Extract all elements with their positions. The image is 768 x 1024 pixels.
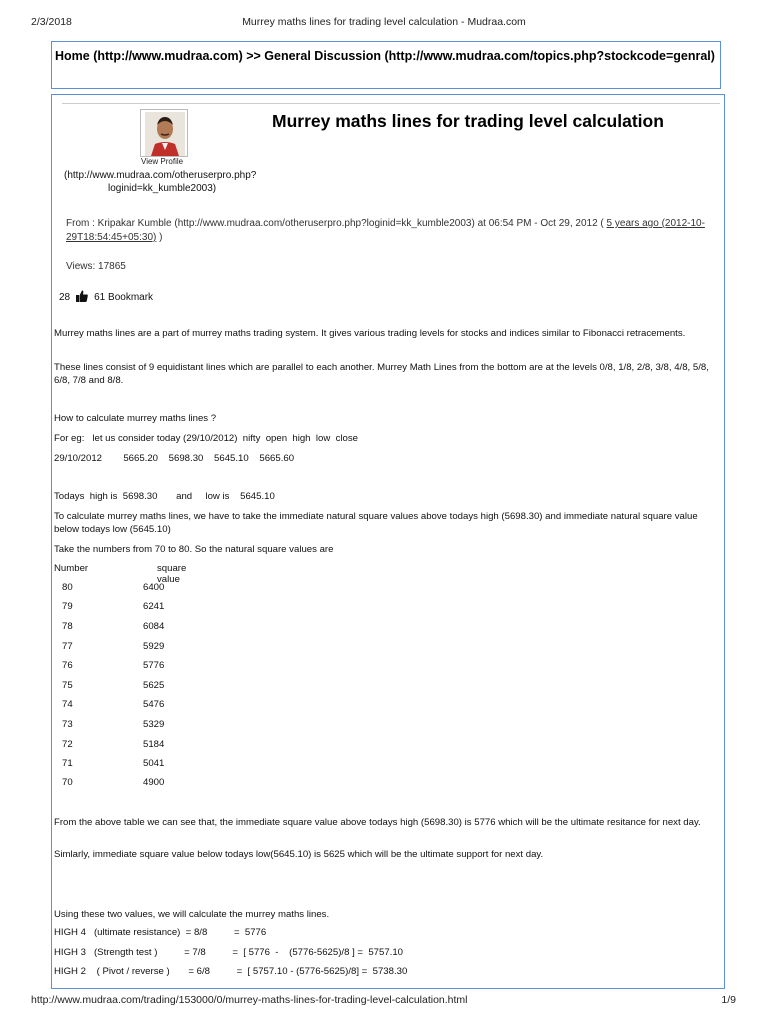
profile-url[interactable] [64,169,274,195]
level-high3: HIGH 3 (Strength test ) = 7/8 = [ 5776 - (5776-5625)/8 ] = 5757.10 [54,947,404,958]
table-cell: 5476 [143,699,165,710]
table-cell: 73 [62,719,73,730]
print-page-number: 1/9 [721,994,736,1006]
likes-count: 28 [59,292,71,303]
post-time-ago: 5 years ago (2012-10-29T18:54:45+05:30) [66,218,705,243]
table-cell: 75 [62,680,73,691]
table-cell: 5929 [143,641,165,652]
table-cell: 5041 [143,758,165,769]
table-cell: 79 [62,601,73,612]
bookmark-count[interactable]: 61 Bookmark [94,292,154,303]
table-cell: 76 [62,660,73,671]
table-cell: 6400 [143,582,165,593]
profile-url-line2: loginid=kk_kumble2003) [108,183,217,194]
paragraph-calc: To calculate murrey maths lines, we have to take the immediate natural square values above todays high (5698.30) and immediate natural square value below todays low (5645.10) [54,511,698,535]
table-cell: 71 [62,758,73,769]
table-cell: 5625 [143,680,165,691]
level-high2: HIGH 2 ( Pivot / reverse ) = 6/8 = [ 5757.10 - (5776-5625)/8] = 5738.30 [54,966,408,977]
print-url: http://www.mudraa.com/trading/153000/0/murrey-maths-lines-for-trading-level-calculation.html [31,994,468,1006]
table-cell: 70 [62,777,73,788]
view-profile-link[interactable]: View Profile [141,157,184,166]
take-numbers: Take the numbers from 70 to 80. So the natural square values are [54,544,334,555]
table-cell: 78 [62,621,73,632]
post-container [51,94,725,989]
table-cell: 6084 [143,621,165,632]
profile-url-line1: (http://www.mudraa.com/otheruserpro.php? [64,170,257,181]
paragraph-support: Simlarly, immediate square value below todays low(5645.10) is 5625 which will be the ultimate support for next day. [54,849,544,860]
author-line-close: ) [156,232,163,243]
table-cell: 74 [62,699,73,710]
level-high4: HIGH 4 (ultimate resistance) = 8/8 = 5776 [54,927,267,938]
todays-high-low: Todays high is 5698.30 and low is 5645.10 [54,491,275,502]
example-data-row: 29/10/2012 5665.20 5698.30 5645.10 5665.60 [54,453,295,464]
paragraph-levels: These lines consist of 9 equidistant lines which are parallel to each another. Murrey Math Lines from the bottom are at the levels 0/8, 1/8, 2/8, 3/8, 4/8, 5/8, 6/8, 7/8 and 8/8. [54,362,709,386]
table-header-square: square value [157,563,187,585]
table-cell: 6241 [143,601,165,612]
likes-bar [59,290,153,305]
how-to-heading: How to calculate murrey maths lines ? [54,413,217,424]
paragraph-intro: Murrey maths lines are a part of murrey maths trading system. It gives various trading levels for stocks and indices similar to Fibonacci retracements. [54,328,686,339]
post-author-meta [66,217,716,245]
table-header-number: Number [54,563,89,574]
print-page-title: Murrey maths lines for trading level calculation - Mudraa.com [242,16,526,28]
thumbs-up-icon[interactable] [76,290,88,305]
table-cell: 72 [62,739,73,750]
breadcrumb[interactable]: Home (http://www.mudraa.com) >> General Discussion (http://www.mudraa.com/topics.php?stockcode=genral) [51,41,721,89]
table-cell: 77 [62,641,73,652]
table-cell: 4900 [143,777,165,788]
using-values: Using these two values, we will calculate the murrey maths lines. [54,909,330,920]
user-avatar[interactable] [140,109,188,157]
example-header: For eg: let us consider today (29/10/2012) nifty open high low close [54,433,358,444]
table-cell: 5184 [143,739,165,750]
table-cell: 80 [62,582,73,593]
table-cell: 5776 [143,660,165,671]
print-date: 2/3/2018 [31,16,72,28]
author-line[interactable]: From : Kripakar Kumble (http://www.mudraa.com/otheruserpro.php?loginid=kk_kumble2003) at 06:54 PM - Oct 29, 2012 ( [66,218,607,229]
table-cell: 5329 [143,719,165,730]
views-count: Views: 17865 [66,261,126,272]
divider [62,103,720,104]
post-title: Murrey maths lines for trading level calculation [272,111,664,131]
paragraph-resistance: From the above table we can see that, the immediate square value above todays high (5698.30) is 5776 which will be the ultimate resitance for next day. [54,817,701,828]
